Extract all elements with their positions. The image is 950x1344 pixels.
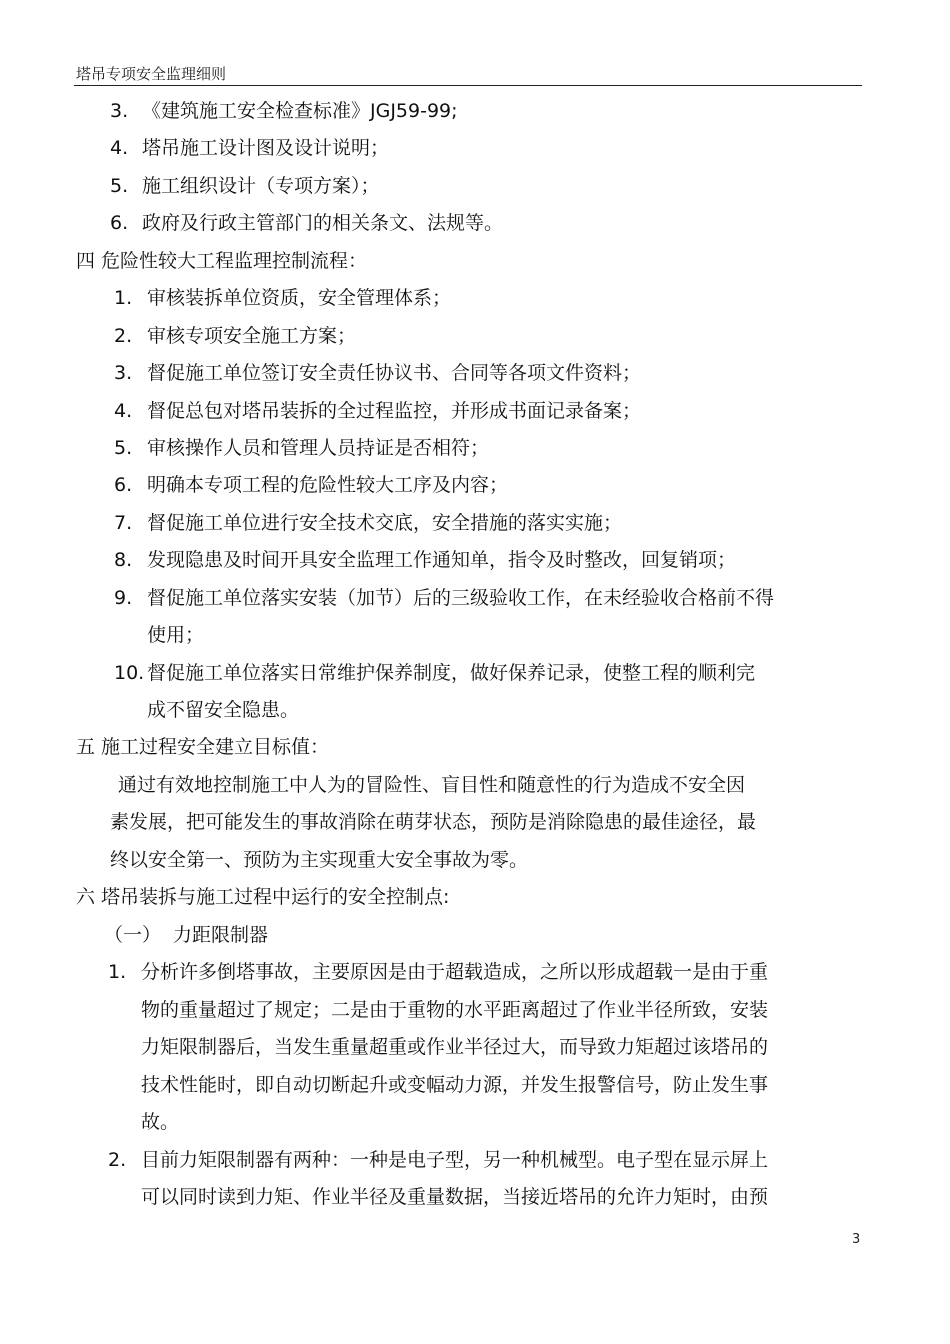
list-number: 6. — [114, 474, 133, 496]
list-number: 1. — [114, 287, 133, 309]
list-text: 目前力矩限制器有两种：一种是电子型，另一种机械型。电子型在显示屏上 — [141, 1149, 769, 1171]
list-number: 10. — [114, 662, 145, 684]
list-text: 督促施工单位签订安全责任协议书、合同等各项文件资料； — [147, 362, 642, 384]
list-number: 4. — [114, 400, 133, 422]
section-heading-text: 五 施工过程安全建立目标值： — [76, 736, 330, 758]
list-text: 技术性能时，即自动切断起升或变幅动力源，并发生报警信号，防止发生事 — [141, 1074, 769, 1096]
list-text: 审核装拆单位资质，安全管理体系； — [147, 287, 452, 309]
list-number: 5. — [110, 175, 129, 197]
list-text: 成不留安全隐患。 — [147, 699, 300, 721]
list-text: 物的重量超过了规定；二是由于重物的水平距离超过了作业半径所致，安装 — [141, 999, 769, 1021]
list-number: 6. — [110, 212, 129, 234]
list-text: 督促施工单位进行安全技术交底，安全措施的落实实施； — [147, 512, 623, 534]
paragraph-text: 通过有效地控制施工中人为的冒险性、盲目性和随意性的行为造成不安全因 — [118, 774, 746, 796]
list-number: 2. — [108, 1149, 127, 1171]
list-number: 8. — [114, 549, 133, 571]
list-text: 审核专项安全施工方案； — [147, 325, 357, 347]
list-number: 3. — [114, 362, 133, 384]
subsection-title: 力距限制器 — [173, 924, 269, 946]
paragraph-text: 终以安全第一、预防为主实现重大安全事故为零。 — [110, 849, 529, 871]
list-text: 督促总包对塔吊装拆的全过程监控，并形成书面记录备案； — [147, 400, 642, 422]
list-text: 明确本专项工程的危险性较大工序及内容； — [147, 474, 509, 496]
list-text: 可以同时读到力矩、作业半径及重量数据，当接近塔吊的允许力矩时，由预 — [141, 1186, 769, 1208]
list-text: 审核操作人员和管理人员持证是否相符； — [147, 437, 490, 459]
list-number: 5. — [114, 437, 133, 459]
list-text: 分析许多倒塔事故，主要原因是由于超载造成，之所以形成超载一是由于重 — [141, 961, 769, 983]
section-heading-text: 六 塔吊装拆与施工过程中运行的安全控制点: — [76, 886, 450, 908]
list-text: 督促施工单位落实安装（加节）后的三级验收工作，在未经验收合格前不得 — [147, 587, 775, 609]
list-text: 施工组织设计（专项方案）； — [142, 175, 380, 197]
list-text: 力矩限制器后，当发生重量超重或作业半径过大，而导致力矩超过该塔吊的 — [141, 1036, 769, 1058]
list-number: 2. — [114, 325, 133, 347]
list-number: 9. — [114, 587, 133, 609]
list-number: 4. — [110, 137, 129, 159]
list-text: 塔吊施工设计图及设计说明； — [142, 137, 390, 159]
list-number: 1. — [108, 961, 127, 983]
list-text: 政府及行政主管部门的相关条文、法规等。 — [142, 212, 504, 234]
list-text: 故。 — [141, 1111, 180, 1133]
list-text: 《建筑施工安全检查标准》JGJ59-99; — [142, 100, 458, 122]
section-heading-text: 四 危险性较大工程监理控制流程： — [76, 250, 368, 272]
list-number: 7. — [114, 512, 133, 534]
list-text: 督促施工单位落实日常维护保养制度，做好保养记录，使整工程的顺利完 — [147, 662, 756, 684]
subsection-number: （一） — [104, 924, 162, 946]
list-number: 3. — [110, 100, 129, 122]
list-text: 发现隐患及时间开具安全监理工作通知单，指令及时整改，回复销项； — [147, 549, 737, 571]
header-divider — [74, 85, 862, 86]
paragraph-text: 素发展，把可能发生的事故消除在萌芽状态，预防是消除隐患的最佳途径，最 — [110, 811, 757, 833]
page-header-title: 塔吊专项安全监理细则 — [76, 65, 227, 83]
page-number: 3 — [852, 1232, 861, 1247]
list-text: 使用； — [147, 624, 205, 646]
